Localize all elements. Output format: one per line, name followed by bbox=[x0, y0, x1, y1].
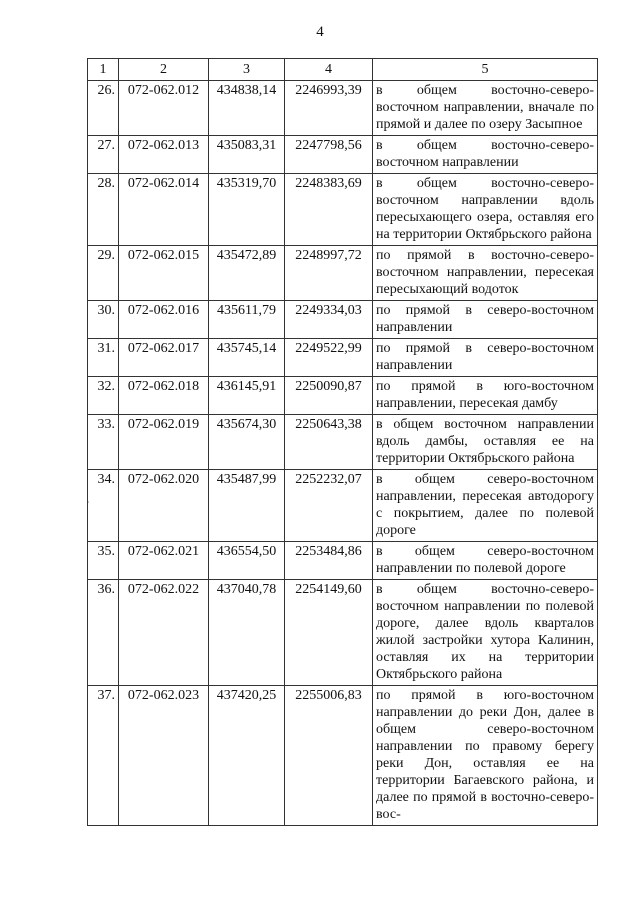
y-coordinate-cell: 2248383,69 bbox=[285, 174, 373, 246]
x-coordinate-cell: 435611,79 bbox=[209, 301, 285, 339]
point-id-cell: 072-062.012 bbox=[119, 81, 209, 136]
y-coordinate-cell: 2249522,99 bbox=[285, 339, 373, 377]
table-row bbox=[88, 377, 598, 415]
direction-description-cell: в общем восточно-северо-восточном направлении вдоль пересыхающего озера, оставляя его на территории Октябрьского района bbox=[373, 174, 598, 246]
point-number-cell: 28. bbox=[88, 174, 119, 246]
y-coordinate-cell: 2246993,39 bbox=[285, 81, 373, 136]
x-coordinate-cell: 435319,70 bbox=[209, 174, 285, 246]
point-id-cell: 072-062.013 bbox=[119, 136, 209, 174]
point-number-cell: 35. bbox=[88, 542, 119, 580]
stray-mark: · bbox=[87, 498, 90, 507]
table-row bbox=[88, 415, 598, 470]
point-id-cell: 072-062.020 bbox=[119, 470, 209, 542]
column-header-5: 5 bbox=[373, 59, 598, 81]
point-id-cell: 072-062.019 bbox=[119, 415, 209, 470]
table-row bbox=[88, 246, 598, 301]
x-coordinate-cell: 435745,14 bbox=[209, 339, 285, 377]
point-id-cell: 072-062.022 bbox=[119, 580, 209, 686]
y-coordinate-cell: 2253484,86 bbox=[285, 542, 373, 580]
page-number: 4 bbox=[316, 24, 324, 40]
x-coordinate-cell: 434838,14 bbox=[209, 81, 285, 136]
x-coordinate-cell: 437420,25 bbox=[209, 686, 285, 826]
direction-description-cell: по прямой в юго-восточном направлении до реки Дон, далее в общем северо-восточном направлении по правому берегу реки Дон, оставляя ее на территории Багаевского района, и далее по прямой в восточно-северо-вос- bbox=[373, 686, 598, 826]
y-coordinate-cell: 2252232,07 bbox=[285, 470, 373, 542]
point-number-cell: 29. bbox=[88, 246, 119, 301]
x-coordinate-cell: 435472,89 bbox=[209, 246, 285, 301]
point-id-cell: 072-062.015 bbox=[119, 246, 209, 301]
y-coordinate-cell: 2254149,60 bbox=[285, 580, 373, 686]
table-row bbox=[88, 470, 598, 542]
table-row bbox=[88, 686, 598, 826]
x-coordinate-cell: 435487,99 bbox=[209, 470, 285, 542]
point-id-cell: 072-062.014 bbox=[119, 174, 209, 246]
direction-description-cell: в общем восточно-северо-восточном направлении, вначале по прямой и далее по озеру Засыпное bbox=[373, 81, 598, 136]
y-coordinate-cell: 2249334,03 bbox=[285, 301, 373, 339]
table-header-row bbox=[88, 59, 598, 81]
y-coordinate-cell: 2247798,56 bbox=[285, 136, 373, 174]
point-id-cell: 072-062.018 bbox=[119, 377, 209, 415]
point-number-cell: 37. bbox=[88, 686, 119, 826]
point-id-cell: 072-062.023 bbox=[119, 686, 209, 826]
y-coordinate-cell: 2255006,83 bbox=[285, 686, 373, 826]
table-row bbox=[88, 542, 598, 580]
direction-description-cell: в общем северо-восточном направлении, пересекая автодорогу с покрытием, далее по полевой дороге bbox=[373, 470, 598, 542]
point-number-cell: 26. bbox=[88, 81, 119, 136]
x-coordinate-cell: 437040,78 bbox=[209, 580, 285, 686]
point-number-cell: 34. bbox=[88, 470, 119, 542]
point-number-cell: 33. bbox=[88, 415, 119, 470]
column-header-1: 1 bbox=[88, 59, 119, 81]
table-row bbox=[88, 136, 598, 174]
direction-description-cell: в общем северо-восточном направлении по полевой дороге bbox=[373, 542, 598, 580]
table-body bbox=[88, 81, 598, 826]
point-id-cell: 072-062.016 bbox=[119, 301, 209, 339]
table-row bbox=[88, 81, 598, 136]
direction-description-cell: по прямой в восточно-северо-восточном направлении, пересекая пересыхающий водоток bbox=[373, 246, 598, 301]
table-row bbox=[88, 174, 598, 246]
point-id-cell: 072-062.017 bbox=[119, 339, 209, 377]
x-coordinate-cell: 436554,50 bbox=[209, 542, 285, 580]
point-id-cell: 072-062.021 bbox=[119, 542, 209, 580]
point-number-cell: 36. bbox=[88, 580, 119, 686]
y-coordinate-cell: 2248997,72 bbox=[285, 246, 373, 301]
x-coordinate-cell: 436145,91 bbox=[209, 377, 285, 415]
x-coordinate-cell: 435083,31 bbox=[209, 136, 285, 174]
table-row bbox=[88, 301, 598, 339]
x-coordinate-cell: 435674,30 bbox=[209, 415, 285, 470]
direction-description-cell: по прямой в юго-восточном направлении, пересекая дамбу bbox=[373, 377, 598, 415]
direction-description-cell: в общем восточно-северо-восточном направлении bbox=[373, 136, 598, 174]
boundary-points-table bbox=[87, 58, 598, 826]
point-number-cell: 30. bbox=[88, 301, 119, 339]
y-coordinate-cell: 2250643,38 bbox=[285, 415, 373, 470]
column-header-4: 4 bbox=[285, 59, 373, 81]
point-number-cell: 31. bbox=[88, 339, 119, 377]
point-number-cell: 27. bbox=[88, 136, 119, 174]
direction-description-cell: по прямой в северо-восточном направлении bbox=[373, 301, 598, 339]
y-coordinate-cell: 2250090,87 bbox=[285, 377, 373, 415]
direction-description-cell: по прямой в северо-восточном направлении bbox=[373, 339, 598, 377]
point-number-cell: 32. bbox=[88, 377, 119, 415]
direction-description-cell: в общем восточно-северо-восточном направлении по полевой дороге, далее вдоль кварталов жилой застройки хутора Калинин, оставляя их на территории Октябрьского района bbox=[373, 580, 598, 686]
column-header-3: 3 bbox=[209, 59, 285, 81]
column-header-2: 2 bbox=[119, 59, 209, 81]
table-row bbox=[88, 339, 598, 377]
table-row bbox=[88, 580, 598, 686]
direction-description-cell: в общем восточном направлении вдоль дамбы, оставляя ее на территории Октябрьского района bbox=[373, 415, 598, 470]
